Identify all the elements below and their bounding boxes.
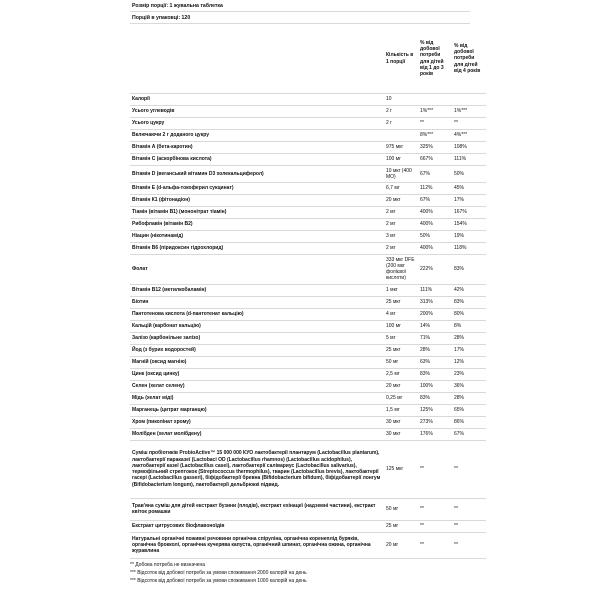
- nutrient-amount: 50 мг: [384, 356, 418, 368]
- table-row: [130, 392, 486, 404]
- nutrient-amount: 20 мкг: [384, 380, 418, 392]
- nutrient-dv-1-3: 8%***: [418, 130, 452, 142]
- servings-per-container: Порцій в упаковці: 120: [130, 12, 470, 24]
- table-row: [130, 230, 486, 242]
- table-row: [130, 284, 486, 296]
- nutrient-dv-4: 17%: [452, 344, 486, 356]
- footnote: ** Добова потреба не визначена: [130, 561, 206, 568]
- nutrient-dv-1-3: 667%: [418, 154, 452, 166]
- nutrient-dv-1-3: 100%: [418, 380, 452, 392]
- nutrient-dv-1-3: 67%: [418, 194, 452, 206]
- nutrient-dv-4: **: [452, 532, 486, 558]
- nutrient-dv-4: [452, 94, 486, 106]
- nutrient-amount: 5 мг: [384, 332, 418, 344]
- nutrient-dv-4: **: [452, 118, 486, 130]
- table-row: [130, 344, 486, 356]
- nutrient-name: Пантотенова кислота (d-пантотенат кальцію): [130, 308, 384, 320]
- nutrient-dv-4: 50%: [452, 166, 486, 183]
- nutrient-amount: 2 мг: [384, 218, 418, 230]
- nutrient-dv-1-3: **: [418, 532, 452, 558]
- nutrient-dv-4: 65%: [452, 404, 486, 416]
- nutrient-amount: 10: [384, 94, 418, 106]
- nutrient-dv-1-3: 400%: [418, 206, 452, 218]
- table-row: [130, 380, 486, 392]
- nutrient-name: Марганець (цитрат марганцю): [130, 404, 384, 416]
- table-row: [130, 532, 486, 558]
- nutrient-rows: [130, 94, 486, 559]
- nutrient-name: Усього углеводів: [130, 106, 384, 118]
- nutrient-dv-1-3: **: [418, 520, 452, 532]
- nutrient-name: Натуральні органічні поживні речовини органічна спіруліна, органічна коренеплід буряків, органічна брокколі, органічна кучерява капуста, органічний шпинат, органічна ожина, органічна журавлина: [130, 532, 384, 558]
- nutrient-dv-4: 23%: [452, 368, 486, 380]
- nutrient-amount: 100 мг: [384, 154, 418, 166]
- nutrient-dv-4: 28%: [452, 392, 486, 404]
- supplement-facts-panel: [130, 0, 481, 600]
- footnotes: [130, 562, 470, 586]
- nutrient-dv-1-3: 400%: [418, 242, 452, 254]
- serving-info: [130, 0, 470, 24]
- nutrient-name: Селен (хелат селену): [130, 380, 384, 392]
- table-row: [130, 194, 486, 206]
- table-row: [130, 498, 486, 520]
- nutrient-name: Вітамін В6 (піридоксин гідрохлорид): [130, 242, 384, 254]
- header-empty: [130, 24, 384, 94]
- nutrient-dv-1-3: **: [418, 440, 452, 498]
- nutrient-name: Суміш пробіотиків ProbioActive™ 15 000 000 КУО лактобактерії плантарум (Lactobacillus plantarum), лактобактерії параказеї (Lactobaci OD (Lactobacillus rhamnos) (Lactobacillus acidophilus), лактобактерії казеї (Lactobacillus casei), лактобактерії салівариус (Lactobacillus salivarius), термофільний стрептокок (Streptococcus thermophilus), тварин (Lactobacillus brevis), лактобактерії гасері (Lactobacillus gasseri), біфідобактерії бревна (Bifidobacterium bifidum), біфідобактерії лонгум (Bifidobacterium longum), лактобактерії дельбрюккі підвид.: [130, 440, 384, 498]
- nutrient-dv-4: 8%: [452, 320, 486, 332]
- nutrient-name: Магній (оксид магнію): [130, 356, 384, 368]
- nutrient-amount: 30 мкг: [384, 416, 418, 428]
- nutrient-name: Екстракт цитрусових біофлавоноїдів: [130, 520, 384, 532]
- nutrient-name: Йод (з бурих водоростей): [130, 344, 384, 356]
- nutrient-amount: 10 мкг (400 МО): [384, 166, 418, 183]
- nutrient-amount: 1 мкг: [384, 284, 418, 296]
- nutrient-amount: 975 мкг: [384, 142, 418, 154]
- nutrient-dv-4: 36%: [452, 380, 486, 392]
- nutrient-amount: 25 мкг: [384, 296, 418, 308]
- table-row: [130, 356, 486, 368]
- nutrient-name: Ніацин (нікотинамід): [130, 230, 384, 242]
- nutrient-amount: 2 г: [384, 118, 418, 130]
- nutrient-dv-1-3: 83%: [418, 368, 452, 380]
- nutrient-dv-1-3: 112%: [418, 182, 452, 194]
- nutrient-dv-1-3: **: [418, 118, 452, 130]
- nutrient-dv-4: 118%: [452, 242, 486, 254]
- nutrition-table: [130, 24, 486, 559]
- nutrient-dv-4: 42%: [452, 284, 486, 296]
- nutrient-name: Рибофлавін (вітамін В2): [130, 218, 384, 230]
- nutrient-dv-4: **: [452, 440, 486, 498]
- nutrient-amount: 20 мкг: [384, 194, 418, 206]
- nutrient-name: Вітамін К1 (фітонадіон): [130, 194, 384, 206]
- nutrient-amount: 3 мг: [384, 230, 418, 242]
- nutrient-amount: 2 г: [384, 106, 418, 118]
- nutrient-dv-1-3: 14%: [418, 320, 452, 332]
- nutrient-dv-1-3: 67%: [418, 166, 452, 183]
- table-row: [130, 166, 486, 183]
- nutrient-dv-4: 12%: [452, 356, 486, 368]
- nutrient-name: Молібден (хелат молібдену): [130, 428, 384, 440]
- nutrient-dv-4: 83%: [452, 254, 486, 284]
- table-row: [130, 218, 486, 230]
- nutrient-name: Включаючи 2 г доданого цукру: [130, 130, 384, 142]
- table-header-row: [130, 24, 486, 94]
- table-row: [130, 332, 486, 344]
- table-row: [130, 118, 486, 130]
- nutrient-name: Вітамін А (бета-каротин): [130, 142, 384, 154]
- table-row: [130, 296, 486, 308]
- nutrient-dv-4: 108%: [452, 142, 486, 154]
- nutrient-dv-1-3: 176%: [418, 428, 452, 440]
- nutrient-amount: 2,5 мг: [384, 368, 418, 380]
- table-row: [130, 520, 486, 532]
- nutrient-dv-4: 111%: [452, 154, 486, 166]
- table-row: [130, 206, 486, 218]
- table-row: [130, 254, 486, 284]
- nutrient-amount: 2 мг: [384, 242, 418, 254]
- table-row: [130, 142, 486, 154]
- nutrient-dv-1-3: 273%: [418, 416, 452, 428]
- nutrient-amount: 6,7 мг: [384, 182, 418, 194]
- nutrient-dv-4: 154%: [452, 218, 486, 230]
- nutrient-name: Калорії: [130, 94, 384, 106]
- nutrient-amount: 125 мкг: [384, 440, 418, 498]
- nutrient-name: Вітамін С (аскорбінова кислота): [130, 154, 384, 166]
- nutrient-dv-1-3: 83%: [418, 392, 452, 404]
- nutrient-dv-4: 167%: [452, 206, 486, 218]
- nutrient-dv-4: 67%: [452, 428, 486, 440]
- nutrient-amount: 30 мкг: [384, 428, 418, 440]
- nutrient-name: Мідь (хелат міді): [130, 392, 384, 404]
- nutrient-dv-1-3: 28%: [418, 344, 452, 356]
- table-row: [130, 242, 486, 254]
- nutrient-amount: 100 мг: [384, 320, 418, 332]
- table-row: [130, 404, 486, 416]
- nutrient-dv-4: 80%: [452, 308, 486, 320]
- nutrient-amount: 333 мкг DFE (200 мкг фолієвої кислоти): [384, 254, 418, 284]
- nutrient-dv-1-3: 50%: [418, 230, 452, 242]
- footnote: *** Відсоток від добової потреби за умови споживання 1000 калорій на день: [130, 577, 307, 584]
- nutrient-name: Кальцій (карбонат кальцію): [130, 320, 384, 332]
- nutrient-dv-1-3: 313%: [418, 296, 452, 308]
- nutrient-dv-1-3: 71%: [418, 332, 452, 344]
- table-row: [130, 308, 486, 320]
- nutrient-dv-4: 28%: [452, 332, 486, 344]
- nutrient-amount: [384, 130, 418, 142]
- table-row: [130, 320, 486, 332]
- nutrient-name: Вітамін Е (d-альфа-токоферил сукцинат): [130, 182, 384, 194]
- nutrient-name: Тіамін (вітамін В1) (мононітрат тіамін): [130, 206, 384, 218]
- header-dv-1-3: % від добової потреби для дітей від 1 до 3 років: [418, 24, 452, 94]
- table-row: [130, 368, 486, 380]
- nutrient-dv-4: 83%: [452, 296, 486, 308]
- nutrient-name: Вітамін В12 (метилкобаламін): [130, 284, 384, 296]
- nutrient-dv-1-3: 63%: [418, 356, 452, 368]
- table-row: [130, 416, 486, 428]
- nutrient-dv-1-3: 325%: [418, 142, 452, 154]
- nutrient-dv-1-3: 111%: [418, 284, 452, 296]
- nutrient-name: Хром (пиколінат хрому): [130, 416, 384, 428]
- nutrient-amount: 20 мг: [384, 532, 418, 558]
- table-row: [130, 130, 486, 142]
- nutrient-dv-1-3: **: [418, 498, 452, 520]
- nutrient-dv-4: 1%***: [452, 106, 486, 118]
- nutrient-dv-4: 19%: [452, 230, 486, 242]
- nutrient-name: Залізо (карбонільне залізо): [130, 332, 384, 344]
- nutrient-name: Цинк (оксид цинку): [130, 368, 384, 380]
- nutrient-dv-4: **: [452, 498, 486, 520]
- nutrient-amount: 25 мг: [384, 520, 418, 532]
- nutrient-amount: 50 мг: [384, 498, 418, 520]
- table-row: [130, 182, 486, 194]
- header-amount: Кількість в 1 порції: [384, 24, 418, 94]
- nutrient-dv-1-3: 1%***: [418, 106, 452, 118]
- nutrient-name: Біотин: [130, 296, 384, 308]
- nutrient-name: Усього цукру: [130, 118, 384, 130]
- nutrient-name: Вітамін D (веганський вітамин D3 холекальциферол): [130, 166, 384, 183]
- serving-size: Розмір порції: 1 жувальна таблетка: [130, 0, 470, 12]
- nutrient-amount: 25 мкг: [384, 344, 418, 356]
- table-row: [130, 428, 486, 440]
- nutrient-amount: 1,5 мг: [384, 404, 418, 416]
- nutrient-name: Фолат: [130, 254, 384, 284]
- nutrient-dv-1-3: 125%: [418, 404, 452, 416]
- nutrient-dv-4: **: [452, 520, 486, 532]
- nutrient-name: Трав'яна суміш для дітей екстракт бузини (плодів), екстракт ехінацеї (надземні частини), екстракт квіток ромашки: [130, 498, 384, 520]
- table-row: [130, 440, 486, 498]
- table-row: [130, 106, 486, 118]
- table-row: [130, 94, 486, 106]
- nutrient-dv-1-3: [418, 94, 452, 106]
- nutrient-dv-1-3: 222%: [418, 254, 452, 284]
- footnote: *** Відсоток від добової потреби за умови споживання 2000 калорій на день: [130, 569, 307, 576]
- nutrient-amount: 0,25 мг: [384, 392, 418, 404]
- nutrient-dv-1-3: 400%: [418, 218, 452, 230]
- nutrient-dv-4: 4%***: [452, 130, 486, 142]
- nutrient-dv-1-3: 200%: [418, 308, 452, 320]
- table-row: [130, 154, 486, 166]
- nutrient-amount: 4 мг: [384, 308, 418, 320]
- nutrient-dv-4: 45%: [452, 182, 486, 194]
- nutrient-amount: 2 мг: [384, 206, 418, 218]
- header-dv-4: % від добової потреби для дітей від 4 років: [452, 24, 486, 94]
- nutrient-dv-4: 17%: [452, 194, 486, 206]
- nutrient-dv-4: 86%: [452, 416, 486, 428]
